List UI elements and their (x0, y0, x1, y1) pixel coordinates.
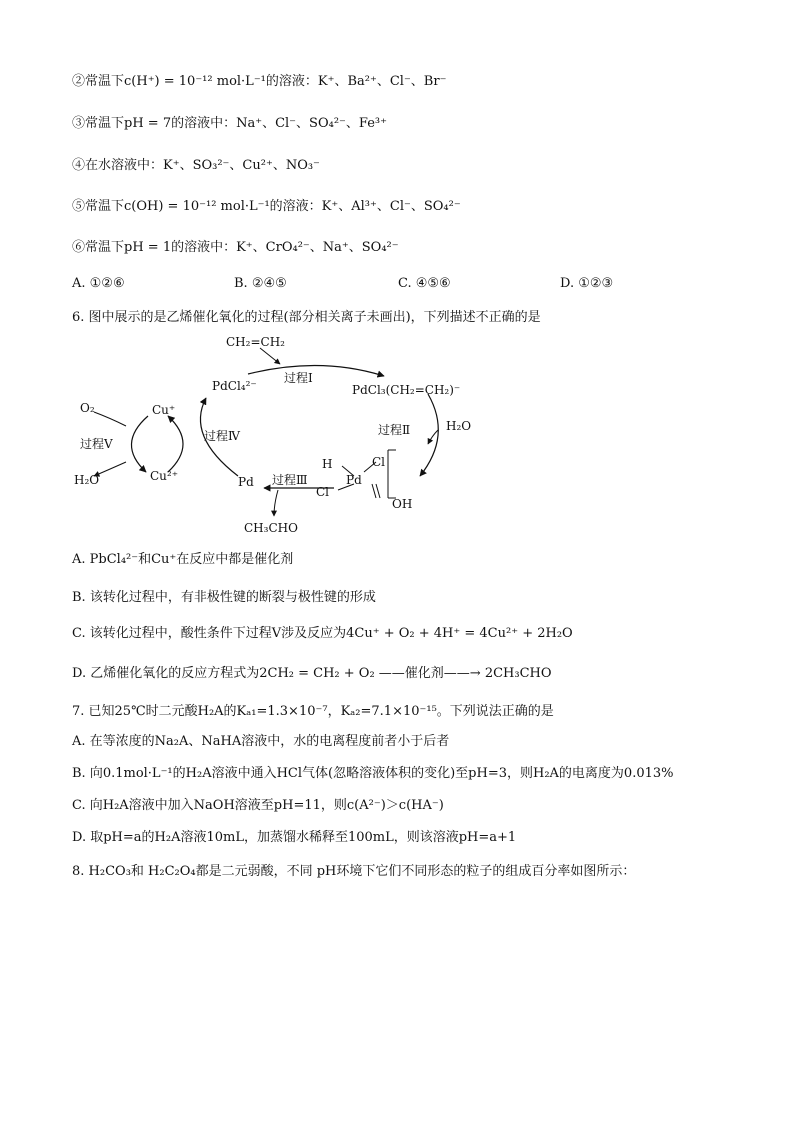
q5-option-b[interactable]: B. ②④⑤ (234, 276, 287, 291)
arrow-process-1 (248, 365, 384, 376)
label-pdcl4: PdCl₄²⁻ (212, 379, 257, 393)
q7-option-a[interactable]: A. 在等浓度的Na₂A、NaHA溶液中，水的电离程度前者小于后者 (72, 734, 450, 749)
label-h: H (322, 457, 333, 471)
q5-item-6: ⑥常温下pH = 1的溶液中：K⁺、CrO₄²⁻、Na⁺、SO₄²⁻ (72, 240, 399, 255)
q5-option-a[interactable]: A. ①②⑥ (72, 276, 125, 291)
label-cu2-plus: Cu²⁺ (150, 469, 179, 483)
q6-option-b[interactable]: B. 该转化过程中，有非极性键的断裂与极性键的形成 (72, 590, 376, 605)
bond-pd-alkene-2 (376, 484, 380, 498)
label-process-4: 过程Ⅳ (204, 429, 240, 443)
catalytic-cycle-diagram (60, 326, 480, 546)
q6-option-a[interactable]: A. PbCl₄²⁻和Cu⁺在反应中都是催化剂 (72, 552, 294, 567)
q7-option-b[interactable]: B. 向0.1mol·L⁻¹的H₂A溶液中通入HCl气体(忽略溶液体积的变化)至pH=3，则H₂A的电离度为0.013% (72, 766, 674, 781)
label-water-right: H₂O (446, 419, 472, 433)
label-cu-plus: Cu⁺ (152, 403, 176, 417)
arrow-acetaldehyde-out (274, 490, 278, 516)
q5-options (72, 276, 732, 296)
q6-option-d[interactable]: D. 乙烯催化氧化的反应方程式为2CH₂ = CH₂ + O₂ ——催化剂——→ 2CH₃CHO (72, 666, 552, 681)
arrow-cu-reduction (168, 416, 183, 472)
label-oxygen: O₂ (80, 401, 95, 415)
label-pdcl3-complex: PdCl₃(CH₂=CH₂)⁻ (352, 383, 461, 397)
label-oh: OH (392, 497, 413, 511)
q5-option-c[interactable]: C. ④⑤⑥ (398, 276, 451, 291)
q5-item-5: ⑤常温下c(OH) = 10⁻¹² mol·L⁻¹的溶液：K⁺、Al³⁺、Cl⁻、SO₄²⁻ (72, 199, 461, 214)
label-process-2: 过程Ⅱ (378, 423, 411, 437)
q7-stem: 7. 已知25℃时二元酸H₂A的Kₐ₁=1.3×10⁻⁷，Kₐ₂=7.1×10⁻¹⁵。下列说法正确的是 (72, 704, 554, 719)
q5-option-d[interactable]: D. ①②③ (560, 276, 614, 291)
bond-pd-alkene-1 (372, 484, 376, 498)
label-cl-top: Cl (372, 455, 386, 469)
arrow-cu-oxidation (131, 416, 148, 472)
label-pd-center: Pd (346, 473, 362, 487)
q6-option-c[interactable]: C. 该转化过程中，酸性条件下过程Ⅴ涉及反应为4Cu⁺ + O₂ + 4H⁺ = 4Cu²⁺ + 2H₂O (72, 626, 573, 641)
label-process-3: 过程Ⅲ (272, 473, 308, 487)
label-acetaldehyde: CH₃CHO (244, 521, 298, 535)
q5-item-3: ③常温下pH = 7的溶液中：Na⁺、Cl⁻、SO₄²⁻、Fe³⁺ (72, 116, 387, 131)
label-ethylene: CH₂=CH₂ (226, 335, 285, 349)
label-cl-left: Cl (316, 485, 330, 499)
q7-option-c[interactable]: C. 向H₂A溶液中加入NaOH溶液至pH=11，则c(A²⁻)＞c(HA⁻) (72, 798, 444, 813)
label-process-5: 过程Ⅴ (80, 437, 113, 451)
q5-item-4: ④在水溶液中：K⁺、SO₃²⁻、Cu²⁺、NO₃⁻ (72, 158, 320, 173)
label-pd: Pd (238, 475, 254, 489)
arrow-ethylene-in (260, 348, 280, 364)
arrow-oxygen-in (94, 412, 126, 426)
q8-stem: 8. H₂CO₃和 H₂C₂O₄都是二元弱酸，不同 pH环境下它们不同形态的粒子的组成百分率如图所示： (72, 864, 636, 879)
label-process-1: 过程Ⅰ (284, 371, 313, 385)
label-water-left: H₂O (74, 473, 100, 487)
q7-option-d[interactable]: D. 取pH=a的H₂A溶液10mL，加蒸馏水稀释至100mL，则该溶液pH=a+1 (72, 830, 517, 845)
q6-stem: 6. 图中展示的是乙烯催化氧化的过程(部分相关离子未画出)，下列描述不正确的是 (72, 310, 541, 325)
q5-item-2: ②常温下c(H⁺) = 10⁻¹² mol·L⁻¹的溶液：K⁺、Ba²⁺、Cl⁻、Br⁻ (72, 74, 447, 89)
arrow-process-2 (420, 394, 438, 476)
